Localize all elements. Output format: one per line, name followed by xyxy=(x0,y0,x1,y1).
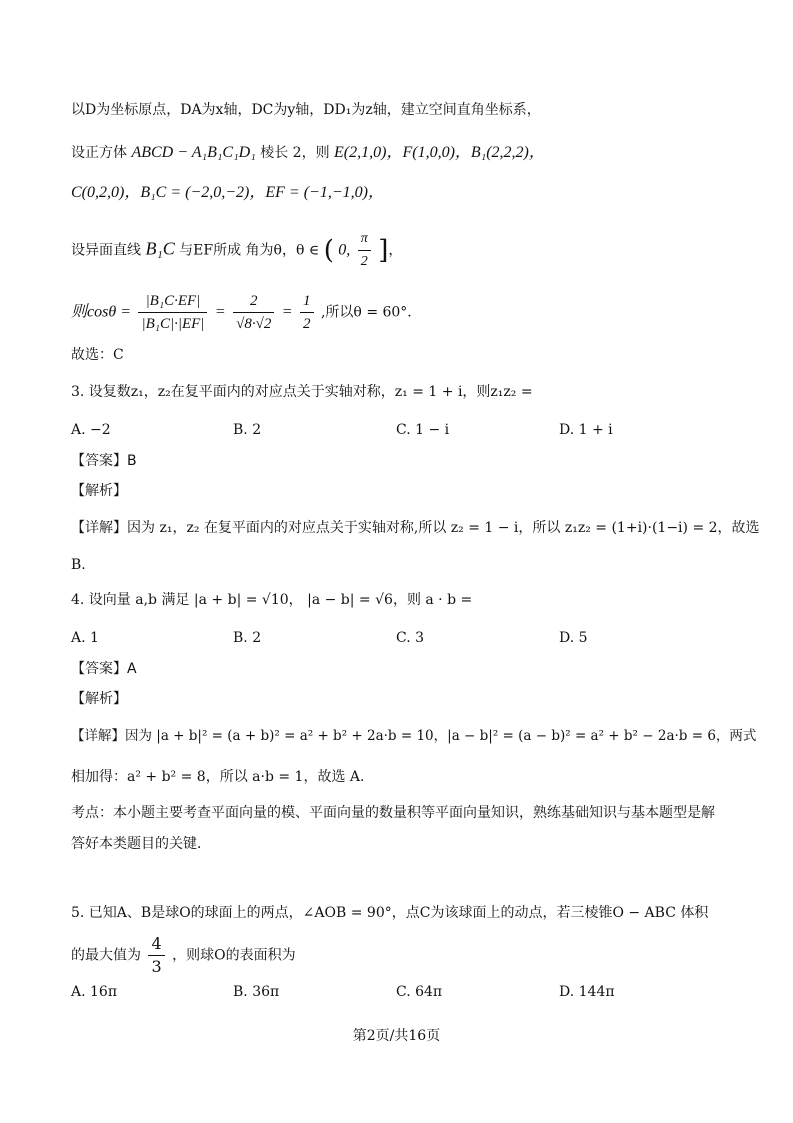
cos-fraction xyxy=(138,290,207,335)
equals-2: = xyxy=(281,303,293,321)
solution-line-angle: 设异面直线 B₁C 与EF所成 角为θ，θ ∈ ( 0, $\frac{\pi}{2}$ ]， xyxy=(71,228,402,273)
q3-option-c: C. 1 − i xyxy=(396,422,450,438)
q5-fraction xyxy=(148,933,164,978)
solution-line-vectors xyxy=(71,183,384,203)
q5-stem-line-1: 5. 已知A、B是球O的球面上的两点，∠AOB = 90°，点C为该球面上的动点，若三棱锥O − ABC 体积 xyxy=(71,905,709,921)
q3-detail: 【详解】因为 z₁，z₂ 在复平面内的对应点关于实轴对称,所以 z₂ = 1 − i，所以 z₁z₂ = (1+i)·(1−i) = 2，故选 xyxy=(71,520,760,536)
solution-line-cube-setup xyxy=(71,143,545,163)
cos-numerator: |B₁C·EF| xyxy=(138,290,207,313)
q3-option-d: D. 1 + i xyxy=(559,422,613,438)
q5-surface-area: ，则球O的表面积为 xyxy=(172,947,296,964)
q5-max-volume: 的最大值为 xyxy=(71,947,141,964)
cos-conclusion: ,所以θ = 60°． xyxy=(320,304,422,321)
pi-over-two xyxy=(358,228,371,273)
half-fraction xyxy=(300,290,314,335)
value-denominator: √8·√2 xyxy=(236,316,272,332)
pi-denominator: 2 xyxy=(360,254,368,269)
vector-coordinates: C(0,2,0)，B₁C = (−2,0,−2)，EF = (−1,−1,0)， xyxy=(71,184,384,201)
q4-stem: 4. 设向量 a,b 满足 |a + b| = √10， |a − b| = √6，则 a · b = xyxy=(71,592,473,608)
q4-note-line-1: 考点：本小题主要考查平面向量的模、平面向量的数量积等平面向量知识，熟练基础知识与基本题型是解 xyxy=(71,805,715,821)
q3-detail-end: B. xyxy=(71,557,86,573)
pi-numerator: π xyxy=(358,228,371,251)
q4-analysis: 【解析】 xyxy=(71,691,127,707)
value-numerator: 2 xyxy=(233,290,274,313)
point-coordinates: E(2,1,0)，F(1,0,0)，B₁(2,2,2)， xyxy=(334,144,545,161)
q5-denominator: 3 xyxy=(151,957,162,976)
equals-1: = xyxy=(214,303,226,321)
cube-intro: 设正方体 xyxy=(71,145,127,161)
q5-option-c: C. 64π xyxy=(396,984,443,1000)
interval-right-bracket: ] xyxy=(378,235,389,266)
solution-line-coordinate-system: 以D为坐标原点，DA为x轴，DC为y轴，DD₁为z轴，建立空间直角坐标系， xyxy=(71,102,541,118)
q4-option-c: C. 3 xyxy=(396,630,425,646)
q3-option-b: B. 2 xyxy=(233,422,262,438)
q4-option-b: B. 2 xyxy=(233,630,262,646)
q4-detail: 【详解】因为 |a + b|² = (a + b)² = a² + b² + 2a·b = 10，|a − b|² = (a − b)² = a² + b² − 2a·b = 6，两式 xyxy=(71,728,757,744)
interval-left: 0, xyxy=(338,241,351,259)
q5-option-d: D. 144π xyxy=(559,984,615,1000)
q5-option-a: A. 16π xyxy=(71,984,118,1000)
line-b1c: B₁C xyxy=(145,238,175,259)
q4-option-a: A. 1 xyxy=(71,630,99,646)
value-fraction xyxy=(233,290,274,335)
half-numerator: 1 xyxy=(300,290,314,313)
q4-note-line-2: 答好本类题目的关键． xyxy=(71,836,211,852)
q3-analysis: 【解析】 xyxy=(71,483,127,499)
cube-name: ABCD − A₁B₁C₁D₁ xyxy=(131,144,256,161)
cube-edge: 棱长 2，则 xyxy=(260,145,330,161)
q3-option-a: A. −2 xyxy=(71,422,111,438)
page-number: 第2页/共16页 xyxy=(352,1028,441,1044)
q3-answer: 【答案】B xyxy=(71,453,137,469)
q4-answer: 【答案】A xyxy=(71,661,137,677)
q5-numerator: 4 xyxy=(148,933,164,956)
half-denominator: 2 xyxy=(303,316,311,332)
cos-prefix: 则cosθ = xyxy=(71,303,131,321)
q4-detail-end: 相加得：a² + b² = 8，所以 a·b = 1，故选 A. xyxy=(71,769,365,785)
interval-left-bracket: ( xyxy=(323,235,334,266)
choice-c-line: 故选：C xyxy=(71,347,124,363)
q5-stem-line-2 xyxy=(71,933,296,978)
solution-line-cosine xyxy=(71,290,421,335)
angle-intro: 设异面直线 xyxy=(71,242,141,259)
angle-mid: 与EF所成 角为θ，θ ∈ xyxy=(179,242,324,259)
q5-option-b: B. 36π xyxy=(233,984,280,1000)
q4-option-d: D. 5 xyxy=(559,630,588,646)
cos-denominator: |B₁C|·|EF| xyxy=(141,316,205,332)
q3-stem: 3. 设复数z₁，z₂在复平面内的对应点关于实轴对称，z₁ = 1 + i，则z₁z₂ = xyxy=(71,384,533,400)
